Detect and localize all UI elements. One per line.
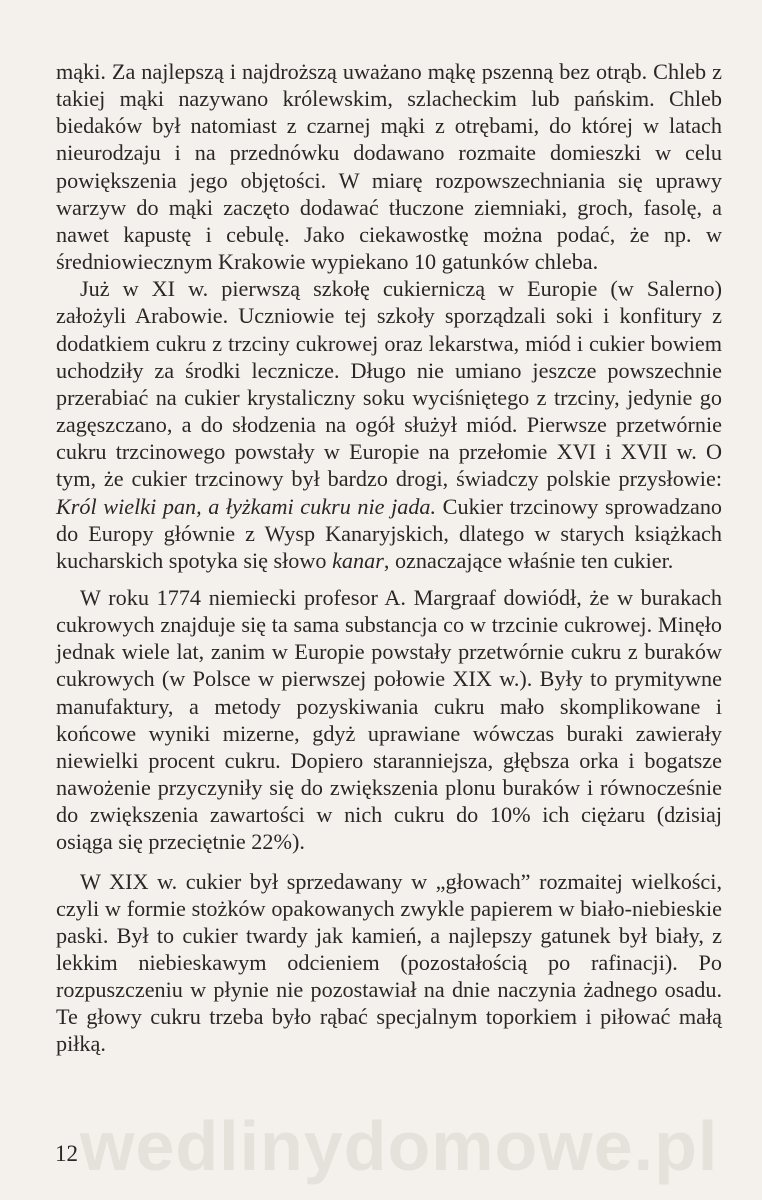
- paragraph-confectionery: [56, 275, 722, 574]
- paragraph-beet-sugar: W roku 1774 niemiecki profesor A. Margraaf dowiódł, że w burakach cukrowych znajduje się ta sama substancja co w trzcinie cukrowej. Minęło jednak wiele lat, zanim w Europie powstały przetwórnie cukru z buraków cukrowych (w Polsce w pierwszej połowie XIX w.). Były to prymitywne manufaktury, a metody pozyskiwania cukru mało skomplikowane i końcowe wyniki mizerne, gdyż uprawiane wówczas buraki zawierały niewielki procent cukru. Dopiero staranniejsza, głębsza orka i bogatsze nawożenie przyczyniły się do zwiększenia plonu buraków i równocześnie do zwiększenia zawartości w nich cukru do 10% ich ciężaru (dzisiaj osiąga się przeciętnie 22%).: [56, 584, 722, 855]
- paragraph-confectionery-end: , oznaczające właśnie ten cukier.: [383, 547, 674, 573]
- paragraph-confectionery-cont: Cukier trzcinowy sprowadzano do Europy głównie z Wysp Kanaryjskich, dlatego w starych książkach kucharskich spotyka się słowo: [56, 493, 723, 573]
- paragraph-bread: mąki. Za najlepszą i najdroższą uważano mąkę pszenną bez otrąb. Chleb z takiej mąki nazywano królewskim, szlacheckim lub pańskim. Chleb biedaków był natomiast z czarnej mąki z otrębami, do której w latach nieurodzaju i na przednówku dodawano rozmaite domieszki w celu powiększenia jego objętości. W miarę rozpowszechniania się uprawy warzyw do mąki zaczęto dodawać tłuczone ziemniaki, groch, fasolę, a nawet kapustę i cebulę. Jako ciekawostkę można podać, że np. w średniowiecznym Krakowie wypiekano 10 gatunków chleba.: [56, 59, 722, 275]
- proverb: Król wielki pan, a łyżkami cukru nie jada.: [56, 493, 437, 519]
- kanar-word: kanar: [332, 547, 384, 573]
- page-number: 12: [55, 1141, 78, 1166]
- paragraph-confectionery-text: Już w XI w. pierwszą szkołę cukierniczą w Europie (w Salerno) założyli Arabowie. Uczniowie tej szkoły sporządzali soki i konfitury z dodatkiem cukru z trzciny cukrowej oraz lekarstwa, miód i cukier bowiem uchodziły za środki lecznicze. Długo nie umiano jeszcze powszechnie przerabiać na cukier krystaliczny soku wyciśniętego z trzciny, jedynie go zagęszczano, a do słodzenia na ogół służył miód. Pierwsze przetwórnie cukru trzcinowego powstały w Europie na przełomie XVI i XVII w. O tym, że cukier trzcinowy był bardzo drogi, świadczy polskie przysłowie:: [56, 276, 722, 492]
- watermark: wedlinydomowe.pl: [80, 1107, 719, 1185]
- body-text: [56, 58, 722, 1058]
- paragraph-sugar-loaves: W XIX w. cukier był sprzedawany w „głowach” rozmaitej wielkości, czyli w formie stożków opakowanych zwykle papierem w biało-niebieskie paski. Był to cukier twardy jak kamień, a najlepszy gatunek był biały, z lekkim niebieskawym odcieniem (pozostałością po rafinacji). Po rozpuszczeniu w płynie nie pozostawiał na dnie naczynia żadnego osadu. Te głowy cukru trzeba było rąbać specjalnym toporkiem i piłować małą piłką.: [56, 868, 722, 1057]
